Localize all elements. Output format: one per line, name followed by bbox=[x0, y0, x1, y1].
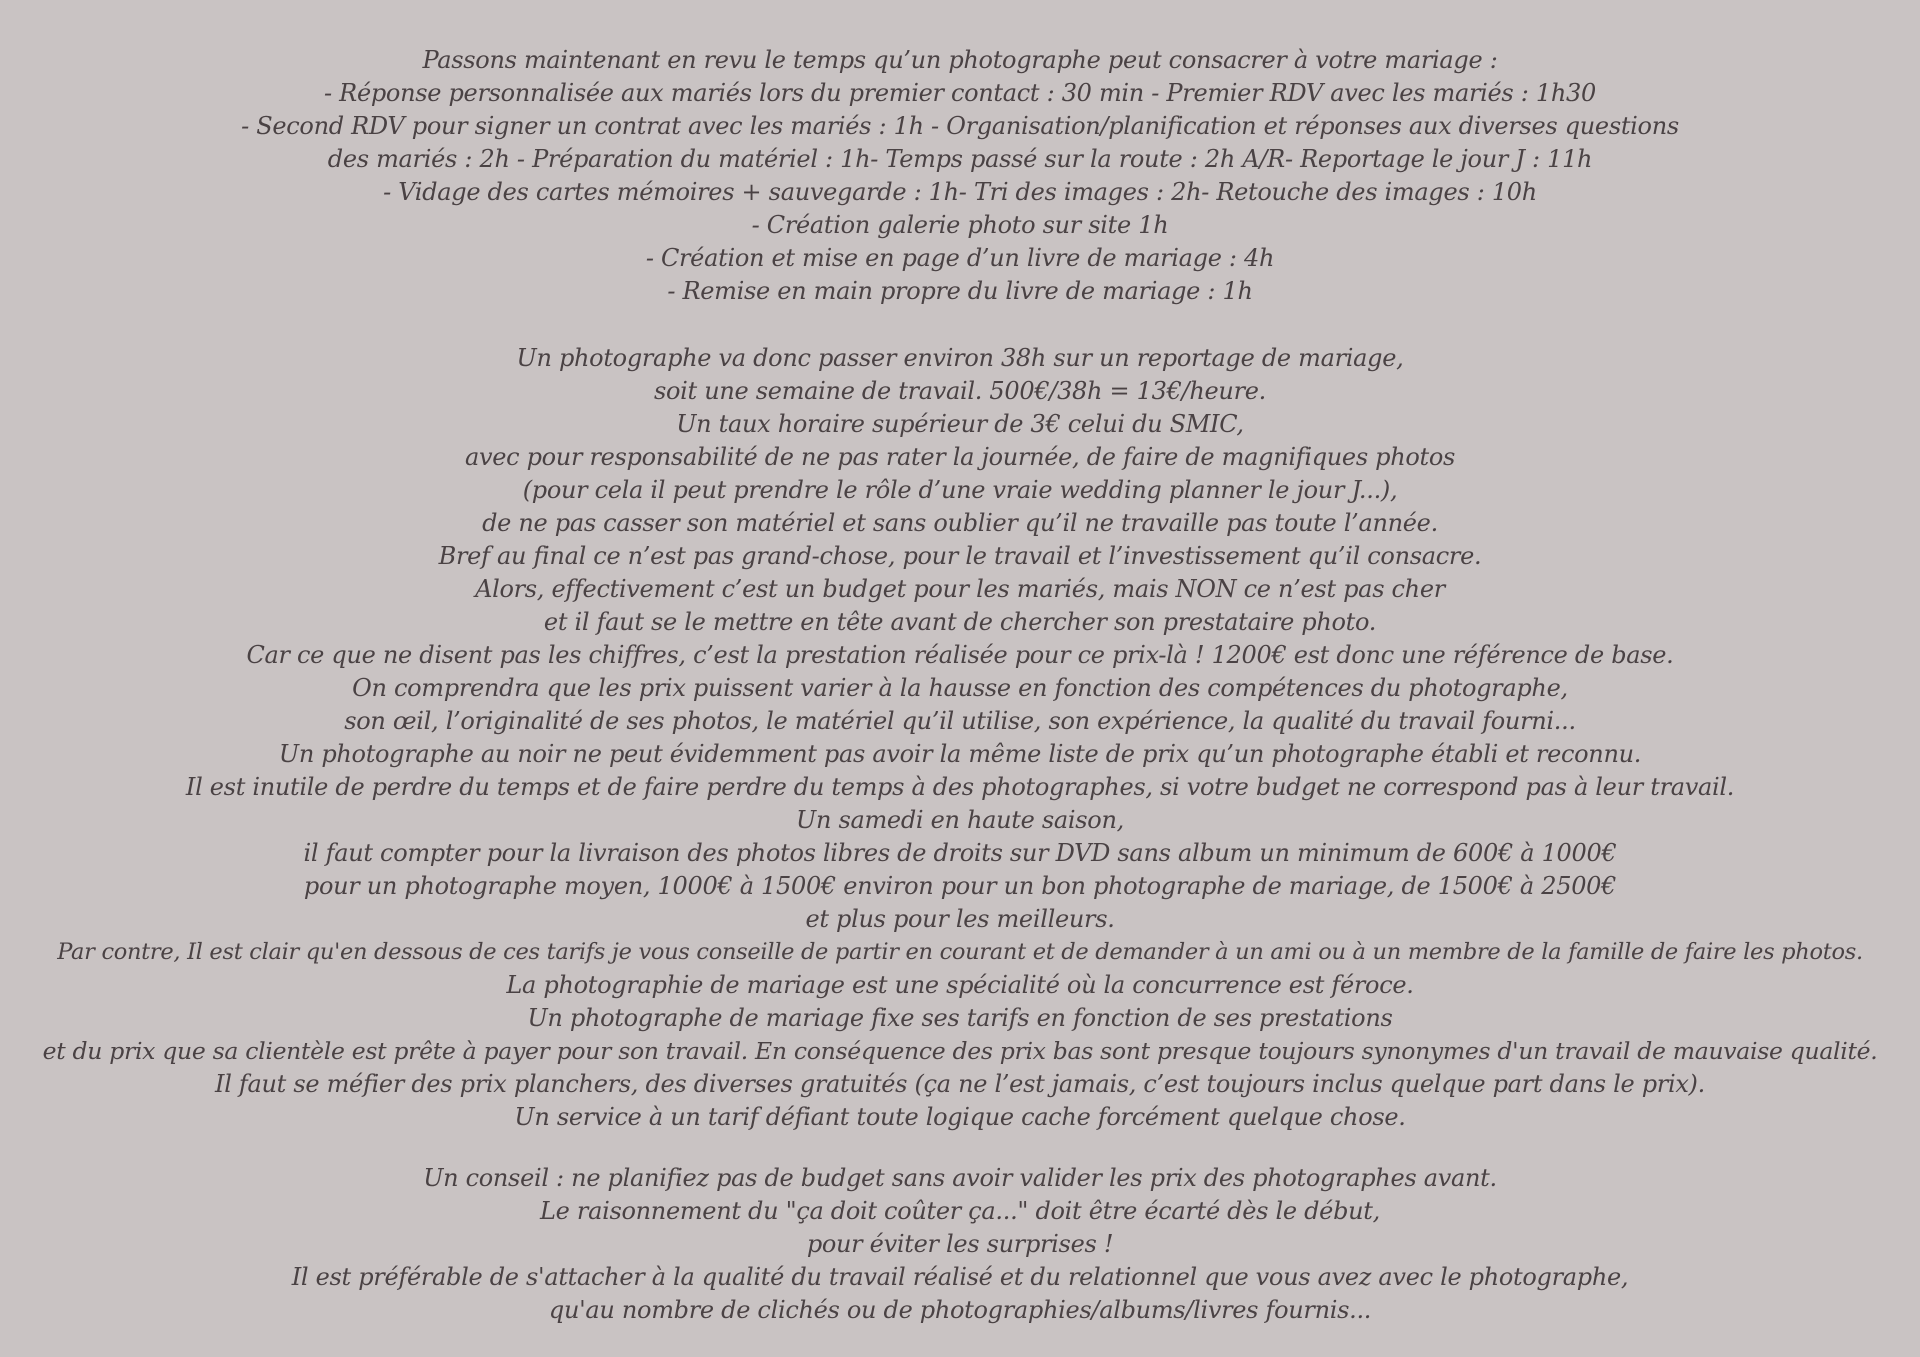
text-line: Bref au final ce n’est pas grand-chose, pour le travail et l’investissement qu’il consacre. bbox=[438, 542, 1482, 570]
text-line: pour un photographe moyen, 1000€ à 1500€ environ pour un bon photographe de mariage, de 1500€ à 2500€ bbox=[303, 872, 1617, 900]
text-line: et du prix que sa clientèle est prête à payer pour son travail. En conséquence des prix bas sont presque toujours synonymes d'un travail de mauvaise qualité. bbox=[42, 1037, 1878, 1065]
text-line: et il faut se le mettre en tête avant de chercher son prestataire photo. bbox=[543, 608, 1377, 636]
paragraph-time-breakdown bbox=[40, 44, 1880, 308]
text-line: Alors, effectivement c’est un budget pour les mariés, mais NON ce n’est pas cher bbox=[475, 575, 1445, 603]
text-line: - Vidage des cartes mémoires + sauvegarde : 1h- Tri des images : 2h- Retouche des images : 10h bbox=[383, 178, 1537, 206]
text-line: - Second RDV pour signer un contrat avec les mariés : 1h - Organisation/planification et réponses aux diverses questions bbox=[241, 112, 1679, 140]
text-line: Il faut se méfier des prix planchers, des diverses gratuités (ça ne l’est jamais, c’est toujours inclus quelque part dans le prix). bbox=[215, 1070, 1705, 1098]
text-line: pour éviter les surprises ! bbox=[806, 1230, 1114, 1258]
text-line: il faut compter pour la livraison des photos libres de droits sur DVD sans album un minimum de 600€ à 1000€ bbox=[303, 839, 1617, 867]
text-line: Un photographe de mariage fixe ses tarifs en fonction de ses prestations bbox=[527, 1004, 1393, 1032]
paragraph-pricing-explanation bbox=[40, 342, 1880, 1134]
paragraph-advice bbox=[40, 1162, 1880, 1327]
text-line: Un conseil : ne planifiez pas de budget sans avoir valider les prix des photographes avant. bbox=[423, 1164, 1497, 1192]
text-line: et plus pour les meilleurs. bbox=[805, 905, 1115, 933]
text-line: Passons maintenant en revu le temps qu’un photographe peut consacrer à votre mariage : bbox=[422, 46, 1498, 74]
text-line: avec pour responsabilité de ne pas rater la journée, de faire de magnifiques photos bbox=[464, 443, 1456, 471]
text-line: (pour cela il peut prendre le rôle d’une vraie wedding planner le jour J...), bbox=[522, 476, 1398, 504]
text-line: Il est inutile de perdre du temps et de faire perdre du temps à des photographes, si votre budget ne correspond pas à leur travail. bbox=[185, 773, 1735, 801]
text-line: La photographie de mariage est une spécialité où la concurrence est féroce. bbox=[506, 971, 1414, 999]
text-line: Un samedi en haute saison, bbox=[796, 806, 1124, 834]
text-line: soit une semaine de travail. 500€/38h = 13€/heure. bbox=[654, 377, 1266, 405]
text-line: Par contre, Il est clair qu'en dessous de ces tarifs je vous conseille de partir en courant et de demander à un ami ou à un membre de la famille de faire les photos. bbox=[57, 939, 1863, 965]
text-line: - Création et mise en page d’un livre de mariage : 4h bbox=[645, 244, 1275, 272]
text-line: Un service à un tarif défiant toute logique cache forcément quelque chose. bbox=[514, 1103, 1406, 1131]
text-line: On comprendra que les prix puissent varier à la hausse en fonction des compétences du photographe, bbox=[352, 674, 1568, 702]
text-line: Un photographe au noir ne peut évidemment pas avoir la même liste de prix qu’un photographe établi et reconnu. bbox=[278, 740, 1642, 768]
text-line: Car ce que ne disent pas les chiffres, c’est la prestation réalisée pour ce prix-là ! 1200€ est donc une référence de base. bbox=[246, 641, 1674, 669]
text-line: qu'au nombre de clichés ou de photographies/albums/livres fournis... bbox=[548, 1296, 1372, 1324]
text-line: Un photographe va donc passer environ 38h sur un reportage de mariage, bbox=[516, 344, 1404, 372]
text-line: de ne pas casser son matériel et sans oublier qu’il ne travaille pas toute l’année. bbox=[482, 509, 1438, 537]
text-line: des mariés : 2h - Préparation du matériel : 1h- Temps passé sur la route : 2h A/R- Reportage le jour J : 11h bbox=[327, 145, 1593, 173]
text-line: - Remise en main propre du livre de mariage : 1h bbox=[667, 277, 1253, 305]
text-line: Un taux horaire supérieur de 3€ celui du SMIC, bbox=[676, 410, 1244, 438]
text-line: Il est préférable de s'attacher à la qualité du travail réalisé et du relationnel que vous avez avec le photographe, bbox=[291, 1263, 1629, 1291]
text-line: son œil, l’originalité de ses photos, le matériel qu’il utilise, son expérience, la qualité du travail fourni... bbox=[344, 707, 1576, 735]
text-line: - Réponse personnalisée aux mariés lors du premier contact : 30 min - Premier RDV avec les mariés : 1h30 bbox=[324, 79, 1596, 107]
text-line: - Création galerie photo sur site 1h bbox=[751, 211, 1169, 239]
text-line: Le raisonnement du "ça doit coûter ça..." doit être écarté dès le début, bbox=[540, 1197, 1380, 1225]
